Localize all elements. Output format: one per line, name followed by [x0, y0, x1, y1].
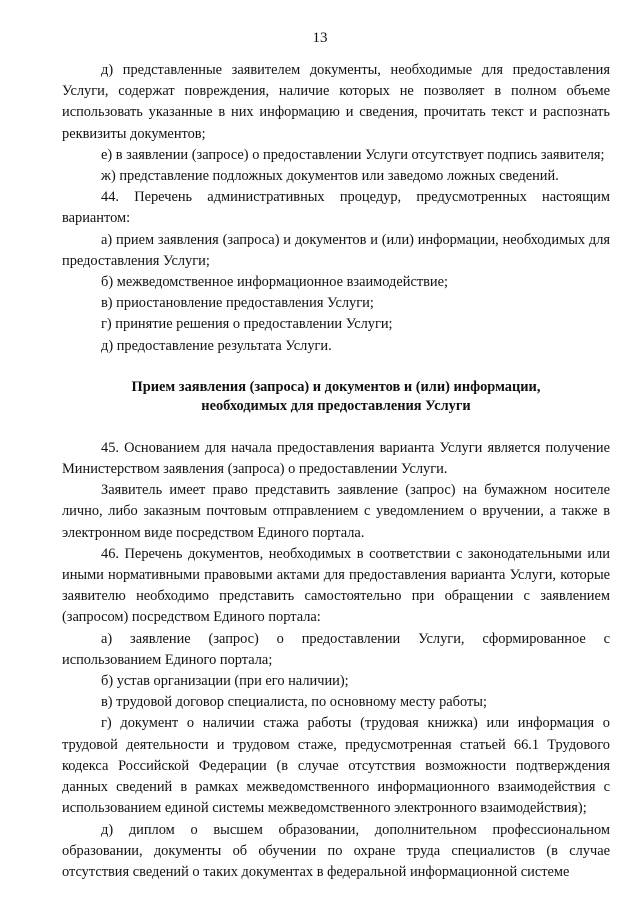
- paragraph-item-d-damaged-documents: д) представленные заявителем документы, необходимые для предоставления Услуги, содержат повреждения, наличие которых не позволяет в полном объеме использовать указанные в них информацию и сведения, прочитать текст и распознать реквизиты документов;: [62, 62, 610, 142]
- page-number: 13: [312, 30, 328, 46]
- paragraph-document-b: б) устав организации (при его наличии);: [101, 673, 349, 690]
- paragraph-applicant-rights: Заявитель имеет право представить заявление (запрос) на бумажном носителе лично, либо заказным почтовым отправлением с уведомлением о вручении, а также в электронном виде посредством Единого портала.: [62, 482, 610, 541]
- paragraph-document-g: г) документ о наличии стажа работы (трудовая книжка) или информация о трудовой деятельности и трудовом стаже, предусмотренная статьей 66.1 Трудового кодекса Российской Федерации (в случае отсутствия возможности подтверждения данных сведений в рамках межведомственного информационного взаимодействия с использованием единой системы межведомственного электронного взаимодействия);: [62, 715, 610, 817]
- paragraph-procedure-b: б) межведомственное информационное взаимодействие;: [101, 274, 449, 291]
- document-body: [62, 60, 610, 883]
- paragraph-document-v: в) трудовой договор специалиста, по основному месту работы;: [101, 694, 487, 711]
- paragraph-46-document-list: 46. Перечень документов, необходимых в соответствии с законодательными или иными нормативными правовыми актами для предоставления варианта Услуги, которые заявителю необходимо представить самостоятельно при обращении с заявлением (запросом) посредством Единого портала:: [62, 545, 610, 626]
- paragraph-item-zh-forged-documents: ж) представление подложных документов или заведомо ложных сведений.: [101, 168, 559, 185]
- paragraph-procedure-d: д) предоставление результата Услуги.: [101, 337, 332, 354]
- paragraph-item-e-no-signature: е) в заявлении (запросе) о предоставлении Услуги отсутствует подпись заявителя;: [101, 146, 605, 163]
- paragraph-document-a: а) заявление (запрос) о предоставлении Услуги, сформированное с использованием Единого портала;: [62, 630, 610, 668]
- paragraph-document-d: д) диплом о высшем образовании, дополнительном профессиональном образовании, документы об обучении по охране труда специалистов (в случае отсутствия сведений о таких документах в федеральной информационной системе: [62, 821, 610, 880]
- section-heading-line-2: необходимых для предоставления Услуги: [201, 397, 471, 414]
- paragraph-procedure-a: а) прием заявления (запроса) и документов и (или) информации, необходимых для предоставления Услуги;: [62, 231, 610, 269]
- paragraph-procedure-v: в) приостановление предоставления Услуги;: [101, 295, 374, 312]
- section-heading: [62, 378, 610, 416]
- paragraph-procedure-g: г) принятие решения о предоставлении Услуги;: [101, 316, 393, 333]
- paragraph-44-procedures: 44. Перечень административных процедур, предусмотренных настоящим вариантом:: [62, 189, 610, 227]
- section-heading-line-1: Прием заявления (запроса) и документов и (или) информации,: [131, 378, 541, 395]
- paragraph-45-basis: 45. Основанием для начала предоставления варианта Услуги является получение Министерством заявления (запроса) о предоставлении Услуги.: [62, 439, 610, 478]
